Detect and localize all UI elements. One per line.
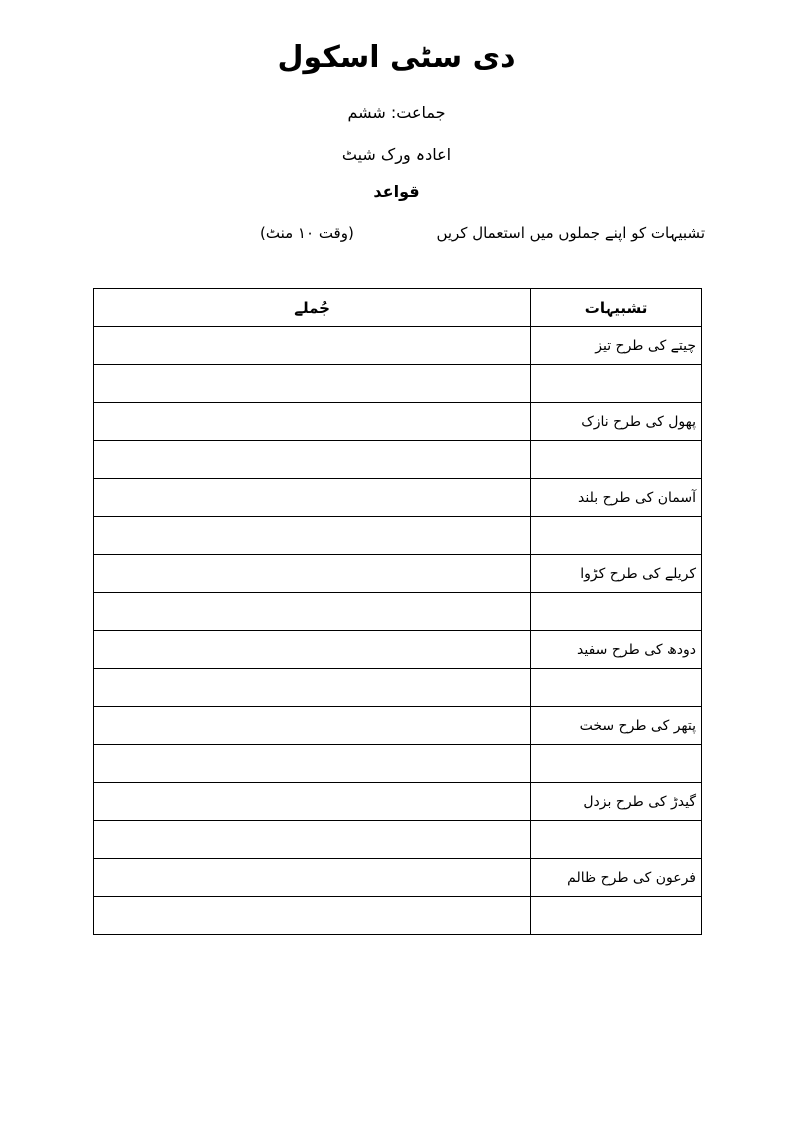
phrase-blank-cell[interactable] bbox=[531, 745, 702, 783]
table-row bbox=[94, 631, 702, 669]
sentence-answer-cell[interactable] bbox=[94, 783, 531, 821]
phrase-cell: چیتے کی طرح تیز bbox=[531, 327, 702, 365]
phrase-cell: کریلے کی طرح کڑوا bbox=[531, 555, 702, 593]
sheet-type-label: اعادہ ورک شیٹ bbox=[341, 145, 452, 164]
table-row bbox=[94, 555, 702, 593]
worksheet-table bbox=[93, 288, 702, 935]
sentence-answer-cell[interactable] bbox=[94, 669, 531, 707]
phrase-blank-cell[interactable] bbox=[531, 669, 702, 707]
sentence-answer-cell[interactable] bbox=[94, 631, 531, 669]
phrase-blank-cell[interactable] bbox=[531, 897, 702, 935]
table-row bbox=[94, 441, 702, 479]
table-row bbox=[94, 517, 702, 555]
school-name: دی سٹی اسکول bbox=[277, 40, 516, 75]
sentence-answer-cell[interactable] bbox=[94, 859, 531, 897]
class-label: جماعت: ششم bbox=[347, 103, 446, 122]
sentence-column-header: جُملے bbox=[94, 289, 531, 327]
sentence-answer-cell[interactable] bbox=[94, 821, 531, 859]
table-row bbox=[94, 897, 702, 935]
sentence-answer-cell[interactable] bbox=[94, 593, 531, 631]
table-row bbox=[94, 403, 702, 441]
sentence-answer-cell[interactable] bbox=[94, 403, 531, 441]
phrase-blank-cell[interactable] bbox=[531, 821, 702, 859]
table-header-row bbox=[94, 289, 702, 327]
phrase-column-header: تشبیہات bbox=[531, 289, 702, 327]
phrase-cell: آسمان کی طرح بلند bbox=[531, 479, 702, 517]
phrase-cell: دودھ کی طرح سفید bbox=[531, 631, 702, 669]
table-row bbox=[94, 821, 702, 859]
subject-label: قواعد bbox=[373, 182, 420, 201]
instruction-row bbox=[260, 224, 705, 242]
phrase-cell: گیدڑ کی طرح بزدل bbox=[531, 783, 702, 821]
task-instruction: تشبیہات کو اپنے جملوں میں استعمال کریں bbox=[436, 224, 705, 242]
table-row bbox=[94, 479, 702, 517]
phrase-cell: پتھر کی طرح سخت bbox=[531, 707, 702, 745]
sentence-answer-cell[interactable] bbox=[94, 327, 531, 365]
sentence-answer-cell[interactable] bbox=[94, 517, 531, 555]
sentence-answer-cell[interactable] bbox=[94, 555, 531, 593]
table-row bbox=[94, 327, 702, 365]
sentence-answer-cell[interactable] bbox=[94, 745, 531, 783]
table-row bbox=[94, 669, 702, 707]
table-row bbox=[94, 365, 702, 403]
table-row bbox=[94, 745, 702, 783]
sentence-answer-cell[interactable] bbox=[94, 365, 531, 403]
phrase-cell: پھول کی طرح نازک bbox=[531, 403, 702, 441]
phrase-blank-cell[interactable] bbox=[531, 365, 702, 403]
phrase-blank-cell[interactable] bbox=[531, 441, 702, 479]
sentence-answer-cell[interactable] bbox=[94, 441, 531, 479]
table-row bbox=[94, 593, 702, 631]
sentence-answer-cell[interactable] bbox=[94, 479, 531, 517]
sentence-answer-cell[interactable] bbox=[94, 707, 531, 745]
table-row bbox=[94, 783, 702, 821]
phrase-cell: فرعون کی طرح ظالم bbox=[531, 859, 702, 897]
phrase-blank-cell[interactable] bbox=[531, 593, 702, 631]
phrase-blank-cell[interactable] bbox=[531, 517, 702, 555]
table-row bbox=[94, 707, 702, 745]
time-limit: (وقت ۱۰ منٹ) bbox=[260, 224, 354, 242]
table-row bbox=[94, 859, 702, 897]
sentence-answer-cell[interactable] bbox=[94, 897, 531, 935]
